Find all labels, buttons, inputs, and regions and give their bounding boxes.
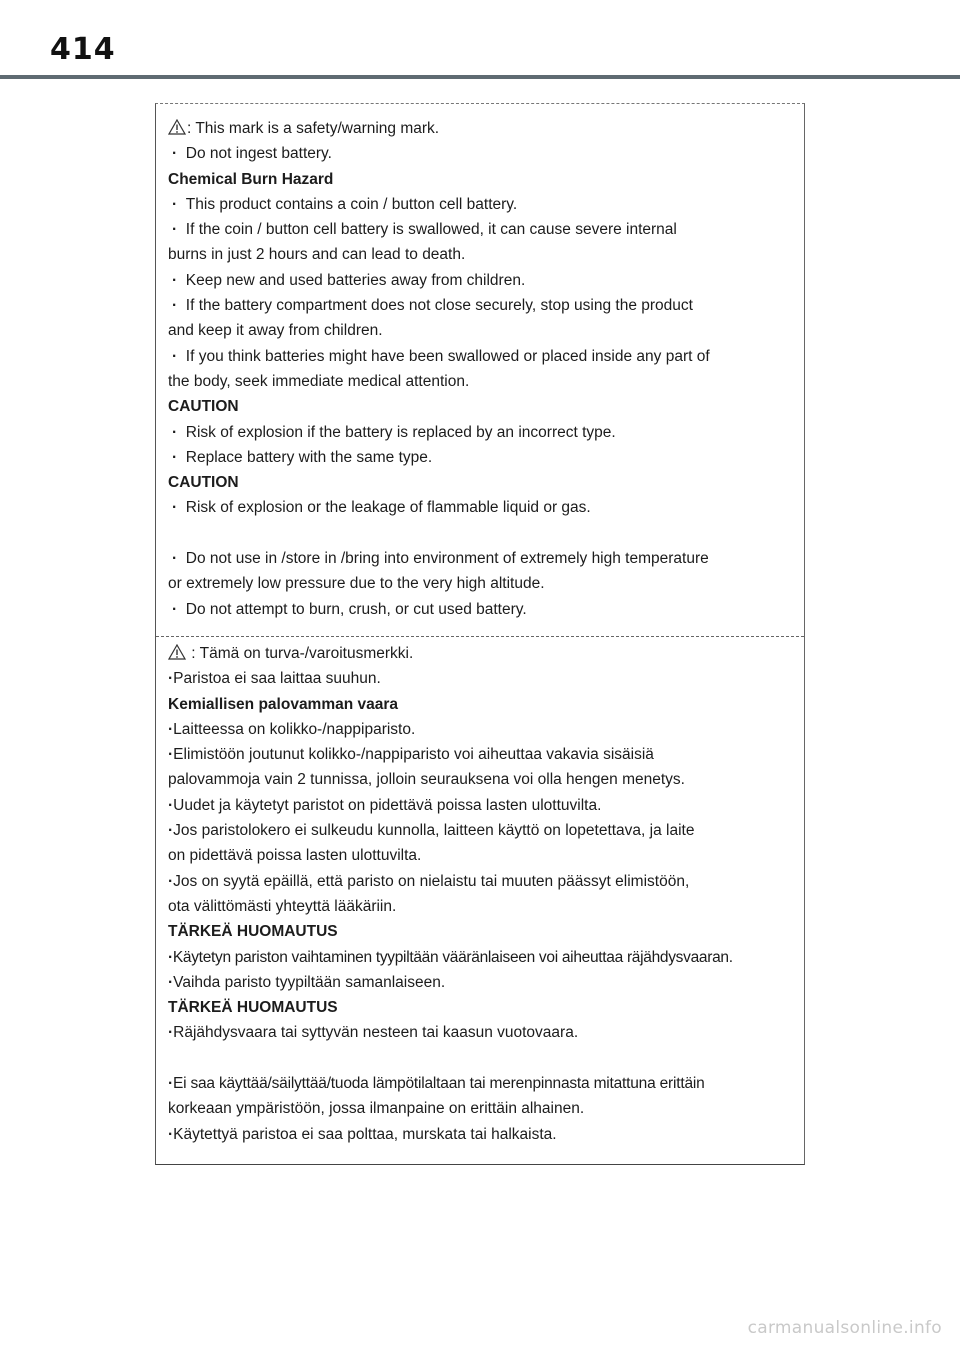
finnish-explosion-type: · Käytetyn pariston vaihtaminen tyypiltään vääränlaiseen voi aiheuttaa räjähdysvaaran. xyxy=(168,945,798,970)
finnish-warning-section xyxy=(168,641,798,1147)
english-keep-away: · Keep new and used batteries away from children. xyxy=(168,268,798,293)
english-mark-note-line xyxy=(168,116,798,141)
english-spacer xyxy=(168,521,798,546)
battery-warning-box xyxy=(155,103,805,1165)
finnish-hazard-heading: Kemiallisen palovamman vaara xyxy=(168,695,399,713)
finnish-think-line-1: · Jos on syytä epäillä, että paristo on nielaistu tai muuten päässyt elimistöön, xyxy=(168,869,798,894)
english-contains: · This product contains a coin / button cell battery. xyxy=(168,192,798,217)
english-replace-same: · Replace battery with the same type. xyxy=(168,445,798,470)
watermark: carmanualsonline.info xyxy=(747,1318,942,1338)
english-compartment-line-2: and keep it away from children. xyxy=(168,322,383,340)
english-explosion-leak: · Risk of explosion or the leakage of flammable liquid or gas. xyxy=(168,495,798,520)
finnish-caution-heading-1: TÄRKEÄ HUOMAUTUS xyxy=(168,923,338,941)
finnish-swallowed-line-2: palovammoja vain 2 tunnissa, jolloin seurauksena voi olla hengen menetys. xyxy=(168,771,685,789)
finnish-keep-away: · Uudet ja käytetyt paristot on pidettävä poissa lasten ulottuvilta. xyxy=(168,793,798,818)
warning-triangle-icon xyxy=(168,644,186,660)
finnish-replace-same: · Vaihda paristo tyypiltään samanlaiseen. xyxy=(168,970,798,995)
english-environment-line-2: or extremely low pressure due to the very high altitude. xyxy=(168,575,545,593)
english-compartment-line-1: · If the battery compartment does not close securely, stop using the product xyxy=(168,293,798,318)
finnish-compartment-line-2: on pidettävä poissa lasten ulottuvilta. xyxy=(168,847,422,865)
page-number: 414 xyxy=(50,32,116,67)
finnish-burn: · Käytettyä paristoa ei saa polttaa, murskata tai halkaista. xyxy=(168,1122,798,1147)
finnish-contains: · Laitteessa on kolikko-/nappiparisto. xyxy=(168,717,798,742)
finnish-ingest: · Paristoa ei saa laittaa suuhun. xyxy=(168,666,798,691)
english-explosion-type: · Risk of explosion if the battery is replaced by an incorrect type. xyxy=(168,420,798,445)
finnish-mark-note-line xyxy=(168,641,798,666)
english-think-line-1: · If you think batteries might have been swallowed or placed inside any part of xyxy=(168,344,798,369)
finnish-mark-note: : Tämä on turva-/varoitusmerkki. xyxy=(187,645,414,662)
english-ingest: · Do not ingest battery. xyxy=(168,141,798,166)
finnish-compartment-line-1: · Jos paristolokero ei sulkeudu kunnolla, laitteen käyttö on lopetettava, ja laite xyxy=(168,818,798,843)
english-swallowed-line-2: burns in just 2 hours and can lead to death. xyxy=(168,246,466,264)
finnish-think-line-2: ota välittömästi yhteyttä lääkäriin. xyxy=(168,897,397,915)
finnish-environment-line-2: korkeaan ympäristöön, jossa ilmanpaine on erittäin alhainen. xyxy=(168,1100,585,1118)
finnish-caution-heading-2: TÄRKEÄ HUOMAUTUS xyxy=(168,999,338,1017)
english-caution-heading-2: CAUTION xyxy=(168,474,239,492)
finnish-swallowed-line-1: · Elimistöön joutunut kolikko-/nappiparisto voi aiheuttaa vakavia sisäisiä xyxy=(168,742,798,767)
finnish-spacer xyxy=(168,1046,798,1071)
finnish-environment-line-1: · Ei saa käyttää/säilyttää/tuoda lämpötilaltaan tai merenpinnasta mitattuna erittäin xyxy=(168,1071,798,1096)
english-caution-heading-1: CAUTION xyxy=(168,398,239,416)
english-mark-note: : This mark is a safety/warning mark. xyxy=(187,120,440,137)
finnish-explosion-leak: · Räjähdysvaara tai syttyvän nesteen tai kaasun vuotovaara. xyxy=(168,1020,798,1045)
warning-triangle-icon xyxy=(168,119,186,135)
english-burn: · Do not attempt to burn, crush, or cut used battery. xyxy=(168,597,798,622)
language-divider xyxy=(156,636,804,637)
english-warning-section xyxy=(168,116,798,622)
english-swallowed-line-1: · If the coin / button cell battery is swallowed, it can cause severe internal xyxy=(168,217,798,242)
english-think-line-2: the body, seek immediate medical attention. xyxy=(168,372,470,390)
english-environment-line-1: · Do not use in /store in /bring into environment of extremely high temperature xyxy=(168,546,798,571)
english-hazard-heading: Chemical Burn Hazard xyxy=(168,170,334,188)
header-rule xyxy=(0,75,960,79)
